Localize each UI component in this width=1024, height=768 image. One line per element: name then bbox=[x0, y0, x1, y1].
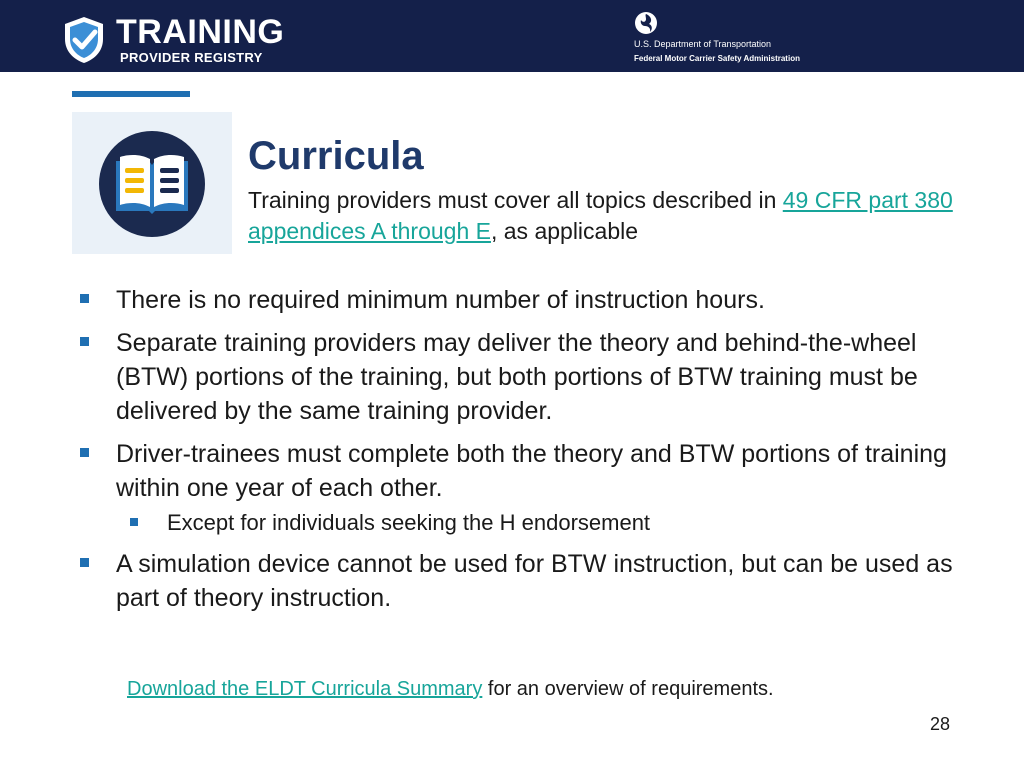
bullet-square-icon bbox=[130, 518, 138, 526]
logo-subtitle: PROVIDER REGISTRY bbox=[120, 50, 263, 65]
list-item-text: There is no required minimum number of instruction hours. bbox=[116, 286, 765, 314]
agency-name: U.S. Department of Transportation bbox=[634, 39, 772, 49]
list-item-text: Driver-trainees must complete both the theory and BTW portions of training within one year of each other. bbox=[116, 440, 947, 502]
bullet-square-icon bbox=[80, 337, 89, 346]
open-book-icon bbox=[113, 151, 191, 217]
accent-bar bbox=[72, 91, 190, 97]
header-bar bbox=[0, 0, 1024, 72]
dot-emblem-icon bbox=[634, 11, 658, 35]
page-number: 28 bbox=[930, 714, 951, 734]
list-item bbox=[80, 283, 960, 317]
page-title: Curricula bbox=[248, 134, 424, 178]
bullet-square-icon bbox=[80, 558, 89, 567]
subtitle-text: Training providers must cover all topics described in bbox=[248, 187, 783, 213]
logo-title: TRAINING bbox=[116, 13, 285, 51]
shield-check-icon bbox=[62, 15, 106, 65]
bullet-square-icon bbox=[80, 448, 89, 457]
cfr-link[interactable]: 49 CFR part 380 appendices A through E bbox=[248, 187, 953, 244]
bullet-list bbox=[80, 283, 960, 624]
list-item bbox=[80, 547, 960, 615]
page-subtitle bbox=[248, 185, 998, 247]
list-item-text: Except for individuals seeking the H endorsement bbox=[167, 510, 651, 535]
sub-list-item bbox=[80, 509, 960, 537]
list-item-text: A simulation device cannot be used for BTW instruction, but can be used as part of theory instruction. bbox=[116, 550, 953, 612]
footer-text: for an overview of requirements. bbox=[482, 678, 774, 700]
footer-note bbox=[127, 676, 774, 702]
bullet-square-icon bbox=[80, 294, 89, 303]
download-summary-link[interactable]: Download the ELDT Curricula Summary bbox=[127, 678, 483, 700]
list-item-text: Separate training providers may deliver the theory and behind-the-wheel (BTW) portions of the training, but both portions of BTW training must be delivered by the same training provider. bbox=[116, 329, 918, 425]
list-item bbox=[80, 326, 960, 428]
subtitle-suffix: , as applicable bbox=[490, 218, 639, 244]
list-item bbox=[80, 437, 960, 505]
administration-name: Federal Motor Carrier Safety Administration bbox=[634, 54, 800, 63]
